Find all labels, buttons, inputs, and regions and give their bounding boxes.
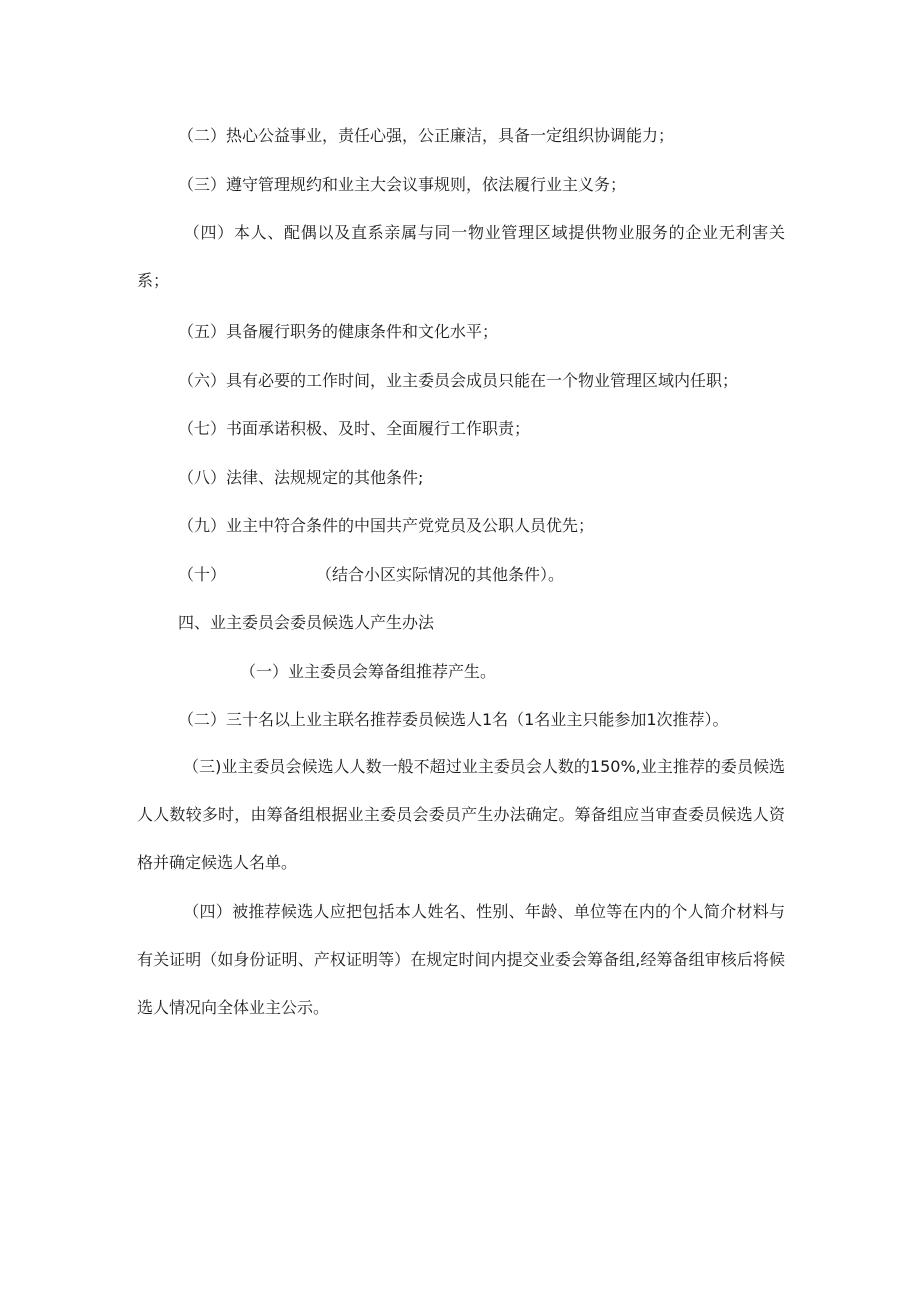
item-7: （七）书面承诺积极、及时、全面履行工作职责； <box>178 419 531 438</box>
item-4-text: （四）本人、配偶以及直系亲属与同一物业管理区域提供物业服务的企业无利害关系； <box>137 223 785 290</box>
item-9: （九）业主中符合条件的中国共产党党员及公职人员优先； <box>178 516 595 535</box>
section-4-item-2: （二）三十名以上业主联名推荐委员候选人1名（1名业主只能参加1次推荐）。 <box>178 710 729 729</box>
section-4-item-4 <box>137 888 785 1032</box>
item-5: （五）具备履行职务的健康条件和文化水平； <box>178 322 499 341</box>
item-10-text: （结合小区实际情况的其他条件）。 <box>316 565 565 584</box>
item-8: （八）法律、法规规定的其他条件; <box>178 468 424 487</box>
section-4-item-3-text: （三)业主委员会候选人人数一般不超过业主委员会人数的150%,业主推荐的委员候选人人数较多时，由筹备组根据业主委员会委员产生办法确定。筹备组应当审查委员候选人资格并确定候选人名单。 <box>137 757 785 872</box>
section-4-item-1: （一）业主委员会筹备组推荐产生。 <box>240 662 497 681</box>
item-4 <box>137 209 785 305</box>
section-4-item-3 <box>137 743 785 887</box>
section-4-heading: 四、业主委员会委员候选人产生办法 <box>178 613 435 632</box>
item-10-label: （十） <box>178 565 227 584</box>
item-3: （三）遵守管理规约和业主大会议事规则，依法履行业主义务； <box>178 175 627 194</box>
item-10 <box>178 564 564 586</box>
section-4-item-4-text: （四）被推荐候选人应把包括本人姓名、性别、年龄、单位等在内的个人简介材料与有关证明（如身份证明、产权证明等）在规定时间内提交业委会筹备组,经筹备组审核后将候选人情况向全体业主公示。 <box>137 902 785 1017</box>
item-2: （二）热心公益事业，责任心强，公正廉洁，具备一定组织协调能力； <box>178 126 675 145</box>
item-6: （六）具有必要的工作时间，业主委员会成员只能在一个物业管理区域内任职； <box>178 371 739 390</box>
